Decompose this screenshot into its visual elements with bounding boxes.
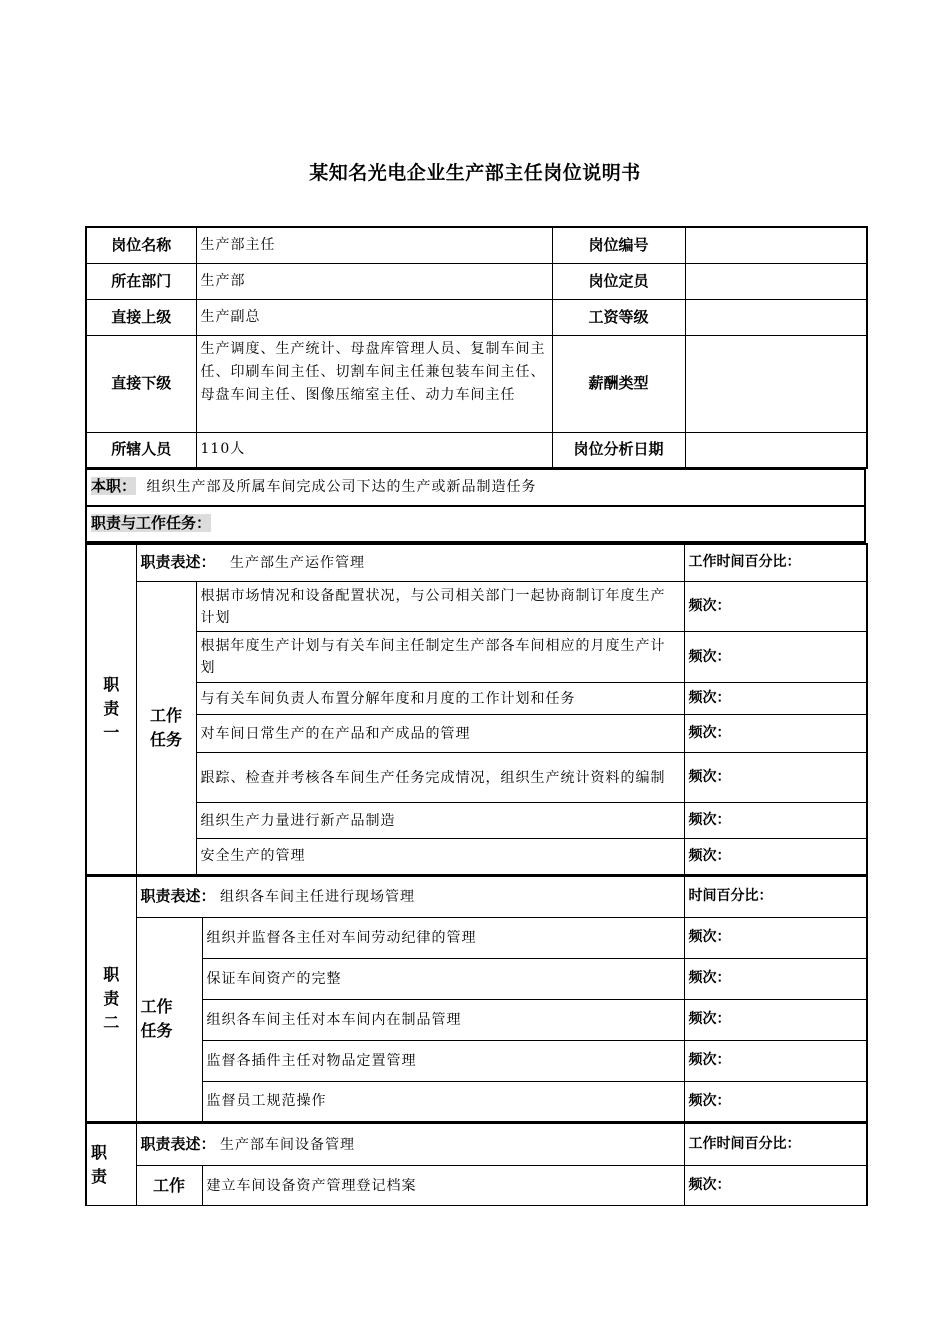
duty-two-description xyxy=(136,876,684,917)
duty-one-description xyxy=(136,544,684,582)
duties-heading-row xyxy=(86,506,865,542)
duty-three-task-label: 工作 xyxy=(136,1166,202,1206)
frequency-label: 频次： xyxy=(684,1166,867,1206)
headcount-value xyxy=(685,263,867,299)
position-name-value: 生产部主任 xyxy=(196,227,552,263)
position-no-label: 岗位编号 xyxy=(552,227,685,263)
pay-type-value xyxy=(685,335,867,432)
duty-one-task: 跟踪、检查并考核各车间生产任务完成情况，组织生产统计资料的编制 xyxy=(196,753,684,803)
analysis-date-label: 岗位分析日期 xyxy=(552,432,685,468)
duty-one-task: 组织生产力量进行新产品制造 xyxy=(196,803,684,839)
duty-two-task: 保证车间资产的完整 xyxy=(202,958,684,999)
headcount-label: 岗位定员 xyxy=(552,263,685,299)
analysis-date-value xyxy=(685,432,867,468)
duty-one-task: 对车间日常生产的在产品和产成品的管理 xyxy=(196,715,684,753)
document-title: 某知名光电企业生产部主任岗位说明书 xyxy=(309,162,641,184)
duty-one-table xyxy=(85,543,868,876)
frequency-label: 频次： xyxy=(684,839,867,875)
duty-two-table xyxy=(85,876,868,1124)
staff-label: 所辖人员 xyxy=(86,432,196,468)
staff-value: 110人 xyxy=(196,432,552,468)
duties-heading: 职责与工作任务： xyxy=(91,513,212,532)
duty-one-side-label: 职 责 一 xyxy=(86,544,136,875)
subordinates-label: 直接下级 xyxy=(86,335,196,432)
frequency-label: 频次： xyxy=(684,958,867,999)
job-description-table xyxy=(85,226,866,1206)
core-duty-text: 组织生产部及所属车间完成公司下达的生产或新品制造任务 xyxy=(146,479,537,496)
duty-two-desc-text: 组织各车间主任进行现场管理 xyxy=(219,888,415,905)
frequency-label: 频次： xyxy=(684,1081,867,1122)
duty-one-task-label: 工作 任务 xyxy=(136,582,196,875)
duty-three-side-label: 职 责 xyxy=(86,1124,136,1206)
position-name-label: 岗位名称 xyxy=(86,227,196,263)
core-duty-row xyxy=(86,470,865,506)
pay-type-label: 薪酬类型 xyxy=(552,335,685,432)
frequency-label: 频次： xyxy=(684,803,867,839)
duty-two-task: 组织各车间主任对本车间内在制品管理 xyxy=(202,999,684,1040)
frequency-label: 频次： xyxy=(684,1040,867,1081)
duty-one-task: 根据年度生产计划与有关车间主任制定生产部各车间相应的月度生产计划 xyxy=(196,632,684,683)
duty-one-task: 根据市场情况和设备配置状况，与公司相关部门一起协商制订年度生产计划 xyxy=(196,582,684,632)
subordinates-value: 生产调度、生产统计、母盘库管理人员、复制车间主任、印刷车间主任、切割车间主任兼包装车间主任、母盘车间主任、图像压缩室主任、动力车间主任 xyxy=(196,335,552,432)
department-value: 生产部 xyxy=(196,263,552,299)
duty-three-desc-text: 生产部车间设备管理 xyxy=(219,1136,355,1153)
duty-two-task-label: 工作 任务 xyxy=(136,917,202,1122)
duty-one-task: 与有关车间负责人布置分解年度和月度的工作计划和任务 xyxy=(196,683,684,715)
department-label: 所在部门 xyxy=(86,263,196,299)
duty-one-percent-label: 工作时间百分比： xyxy=(684,544,867,582)
duty-one-desc-label: 职责表述： xyxy=(140,552,216,571)
superior-label: 直接上级 xyxy=(86,299,196,335)
duty-three-percent-label: 工作时间百分比： xyxy=(684,1124,867,1166)
frequency-label: 频次： xyxy=(684,753,867,803)
duty-two-desc-label: 职责表述： xyxy=(140,886,216,905)
frequency-label: 频次： xyxy=(684,582,867,632)
duty-two-task: 组织并监督各主任对车间劳动纪律的管理 xyxy=(202,917,684,958)
frequency-label: 频次： xyxy=(684,683,867,715)
duty-three-description xyxy=(136,1124,684,1166)
frequency-label: 频次： xyxy=(684,715,867,753)
position-no-value xyxy=(685,227,867,263)
duty-two-percent-label: 时间百分比： xyxy=(684,876,867,917)
duty-two-task: 监督员工规范操作 xyxy=(202,1081,684,1122)
frequency-label: 频次： xyxy=(684,917,867,958)
frequency-label: 频次： xyxy=(684,632,867,683)
duty-three-desc-label: 职责表述： xyxy=(140,1134,216,1153)
duty-one-desc-text: 生产部生产运作管理 xyxy=(229,554,365,571)
frequency-label: 频次： xyxy=(684,999,867,1040)
salary-grade-value xyxy=(685,299,867,335)
core-duty-table xyxy=(85,469,866,543)
duty-one-task: 安全生产的管理 xyxy=(196,839,684,875)
duty-two-side-label: 职 责 二 xyxy=(86,876,136,1122)
superior-value: 生产副总 xyxy=(196,299,552,335)
duty-three-task: 建立车间设备资产管理登记档案 xyxy=(202,1166,684,1206)
basic-info-table xyxy=(85,226,868,469)
duty-two-task: 监督各插件主任对物品定置管理 xyxy=(202,1040,684,1081)
salary-grade-label: 工资等级 xyxy=(552,299,685,335)
duty-three-table xyxy=(85,1123,868,1206)
core-duty-label: 本职： xyxy=(91,477,137,496)
